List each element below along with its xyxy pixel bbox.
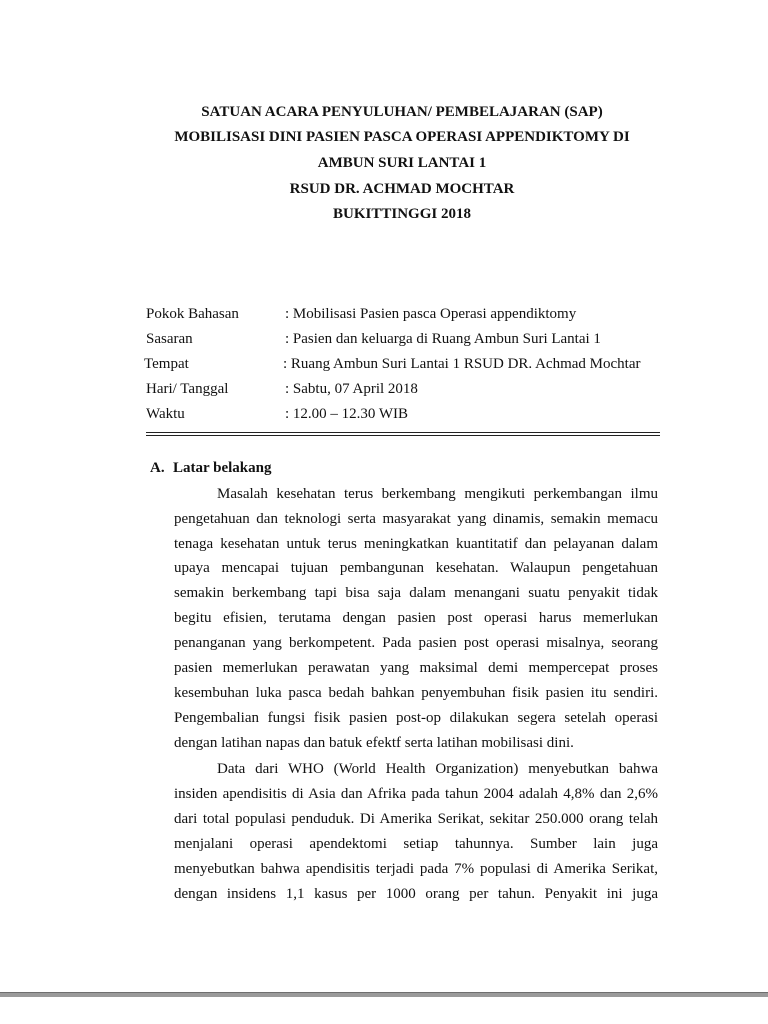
paragraph-line: Data dari WHO (World Health Organization) menyebutkan bahwa (217, 761, 658, 777)
info-value: : 12.00 – 12.30 WIB (285, 406, 409, 422)
doc-title-line-4: RSUD DR. ACHMAD MOCHTAR (289, 181, 515, 197)
paragraph-line: dari total populasi penduduk. Di Amerika Serikat, sekitar 250.000 orang telah (174, 811, 658, 827)
section-title: Latar belakang (173, 460, 272, 476)
page-bottom-border (0, 992, 768, 997)
info-value: : Ruang Ambun Suri Lantai 1 RSUD DR. Achmad Mochtar (283, 356, 641, 372)
paragraph-line: menyebutkan bahwa apendisitis terjadi pada 7% populasi di Amerika Serikat, (174, 861, 658, 877)
paragraph-line: semakin berkembang tapi bisa saja dalam menangani suatu penyakit tidak (174, 585, 658, 601)
info-label: Pokok Bahasan (146, 306, 239, 322)
info-label: Waktu (146, 406, 185, 422)
info-value: : Sabtu, 07 April 2018 (285, 381, 418, 397)
paragraph-line: pengetahuan dan teknologi serta masyarakat yang dinamis, semakin memacu (174, 511, 658, 527)
paragraph-line: begitu efisien, terutama dengan pasien post operasi harus memerlukan (174, 610, 658, 626)
section-letter: A. (150, 460, 165, 476)
paragraph-line: tenaga kesehatan untuk terus meningkatkan kuantitatif dan pelayanan dalam (174, 536, 658, 552)
paragraph-line: menjalani operasi apendektomi setiap tahunnya. Sumber lain juga (174, 836, 658, 852)
info-label: Sasaran (146, 331, 193, 347)
paragraph-line: Pengembalian fungsi fisik pasien post-op dilakukan segera setelah operasi (174, 710, 658, 726)
paragraph-line: penanganan yang berkompetent. Pada pasien post operasi misalnya, seorang (174, 635, 658, 651)
paragraph-line: dengan latihan napas dan batuk efektf serta latihan mobilisasi dini. (174, 735, 574, 751)
paragraph-line: kesembuhan luka pasca bedah bahkan penyembuhan fisik pasien itu sendiri. (174, 685, 658, 701)
doc-title-line-3: AMBUN SURI LANTAI 1 (317, 155, 487, 171)
doc-title-line-5: BUKITTINGGI 2018 (333, 206, 471, 222)
info-value: : Pasien dan keluarga di Ruang Ambun Suri Lantai 1 (285, 331, 601, 347)
paragraph-line: insiden apendisitis di Asia dan Afrika pada tahun 2004 adalah 4,8% dan 2,6% (174, 786, 658, 802)
paragraph-line: Masalah kesehatan terus berkembang mengikuti perkembangan ilmu (217, 486, 658, 502)
info-label: Tempat (144, 356, 189, 372)
double-rule-bottom (146, 435, 660, 436)
doc-title-line-2: MOBILISASI DINI PASIEN PASCA OPERASI APPENDIKTOMY DI (174, 129, 630, 145)
doc-title-line-1: SATUAN ACARA PENYULUHAN/ PEMBELAJARAN (SAP) (201, 104, 603, 120)
paragraph-line: pasien memerlukan perawatan yang maksimal demi mempercepat proses (174, 660, 658, 676)
paragraph-line: dengan insidens 1,1 kasus per 1000 orang per tahun. Penyakit ini juga (174, 886, 658, 902)
info-label: Hari/ Tanggal (146, 381, 229, 397)
double-rule-top (146, 432, 660, 433)
info-value: : Mobilisasi Pasien pasca Operasi appendiktomy (285, 306, 577, 322)
paragraph-line: upaya mencapai tujuan pembangunan kesehatan. Walaupun pengetahuan (174, 560, 658, 576)
